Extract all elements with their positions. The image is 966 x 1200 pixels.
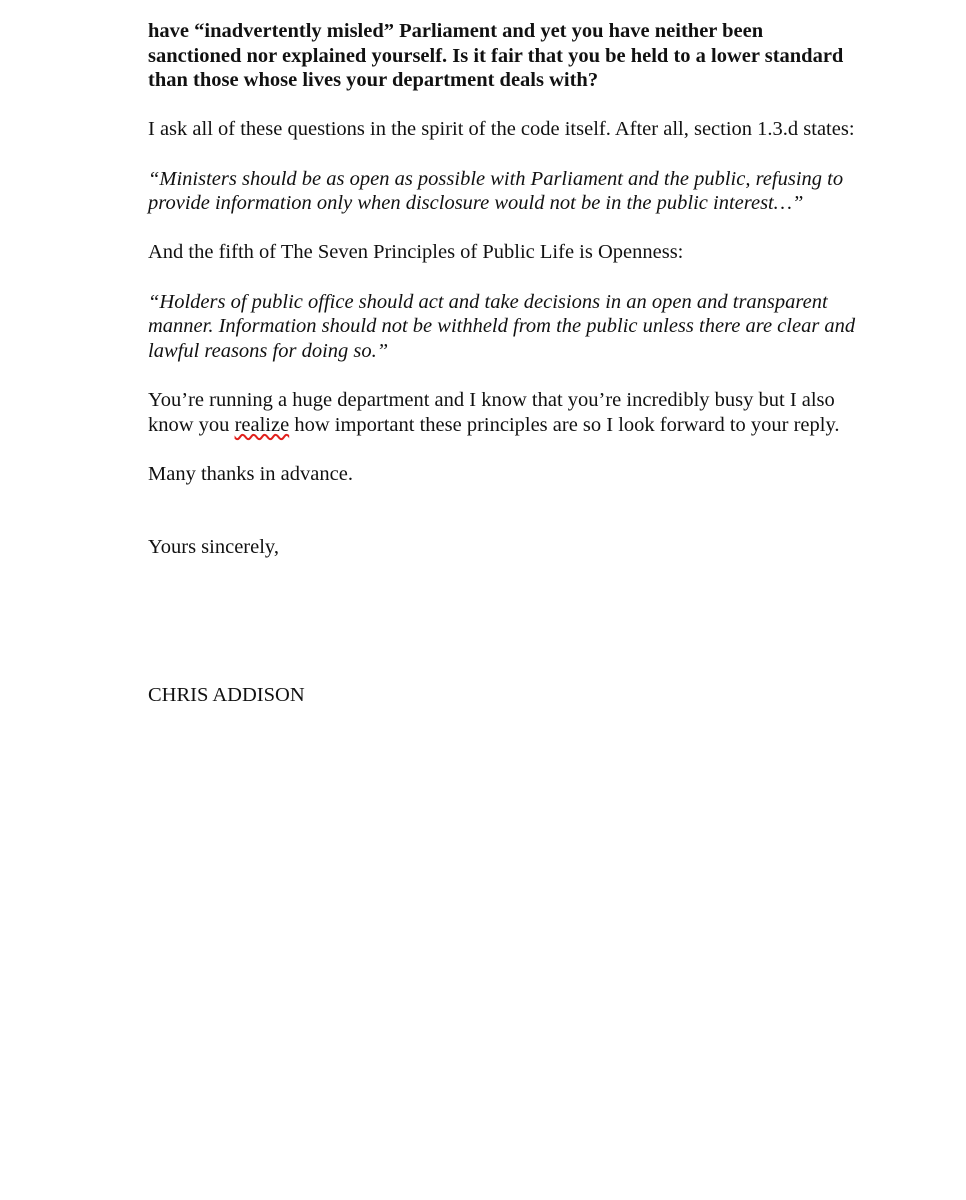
- openness-quote-line: “Holders of public office should act and take decisions in an open and transparent: [148, 290, 828, 313]
- closing-line: [148, 535, 848, 560]
- bold-paragraph: [148, 19, 848, 93]
- signature-name: CHRIS ADDISON: [148, 683, 305, 706]
- openness-quote: [148, 290, 856, 364]
- spirit-paragraph: [148, 117, 855, 142]
- letter-page: [148, 19, 856, 707]
- closing-text: Yours sincerely,: [148, 536, 279, 559]
- principles-intro-line: And the fifth of The Seven Principles of Public Life is Openness:: [148, 241, 684, 264]
- bold-paragraph-line: sanctioned nor explained yourself. Is it fair that you be held to a lower standard: [148, 44, 844, 67]
- principles-intro: [148, 240, 848, 265]
- bold-paragraph-line: have “inadvertently misled” Parliament and yet you have neither been: [148, 20, 764, 42]
- ministers-quote: [148, 167, 848, 216]
- bold-paragraph-line: than those whose lives your department deals with?: [148, 69, 599, 92]
- thanks-line: [148, 462, 848, 487]
- busy-paragraph: [148, 388, 848, 437]
- ministers-quote-line: “Ministers should be as open as possible with Parliament and the public, refusing to: [148, 167, 844, 190]
- openness-quote-line: manner. Information should not be withheld from the public unless there are clear and: [148, 315, 856, 338]
- thanks-text: Many thanks in advance.: [148, 462, 353, 485]
- busy-paragraph-line: You’re running a huge department and I know that you’re incredibly busy but I also: [148, 388, 835, 411]
- busy-text-before: know you: [148, 413, 235, 436]
- busy-text-after: how important these principles are so I look forward to your reply.: [289, 413, 840, 436]
- misspelled-word[interactable]: realize: [234, 413, 290, 436]
- spirit-paragraph-line: I ask all of these questions in the spirit of the code itself. After all, section 1.3.d states:: [148, 118, 855, 141]
- ministers-quote-line: provide information only when disclosure would not be in the public interest…”: [148, 192, 804, 215]
- busy-paragraph-line: [148, 413, 848, 438]
- signature-block: [148, 683, 848, 708]
- openness-quote-line: lawful reasons for doing so.”: [148, 339, 389, 362]
